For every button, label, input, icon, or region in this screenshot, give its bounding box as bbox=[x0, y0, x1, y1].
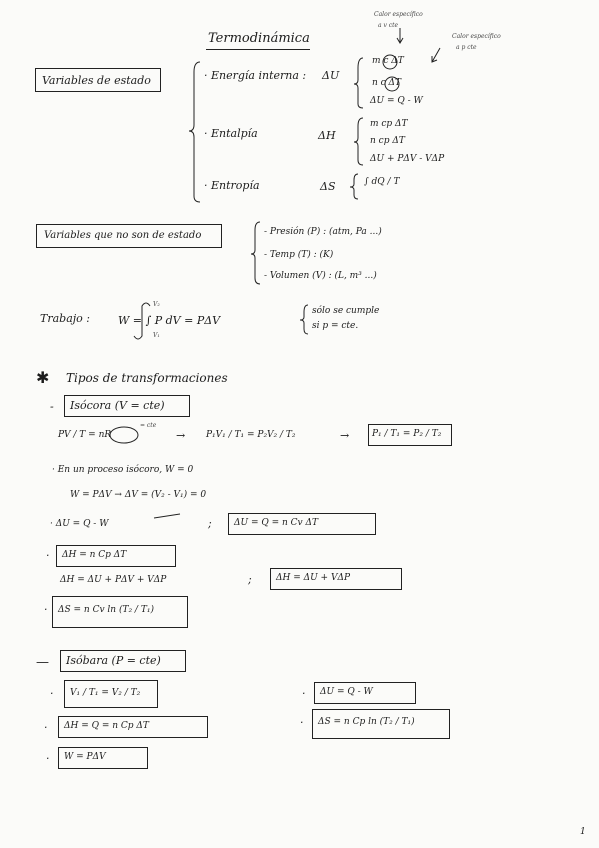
state-item-label: · Energía interna : bbox=[204, 69, 307, 82]
corner-note2-line1: Calor específico bbox=[452, 33, 501, 40]
state-item-symbol: ΔH bbox=[318, 129, 336, 142]
state-item-line: m cp ΔT bbox=[370, 119, 408, 129]
isochoric-work-line: W = PΔV → ΔV = (V₂ - V₁) = 0 bbox=[70, 490, 207, 500]
asterisk-icon: ✱ bbox=[36, 368, 50, 387]
arrow-icon: → bbox=[340, 429, 350, 442]
non-state-item: - Volumen (V) : (L, m³ ...) bbox=[264, 271, 377, 281]
work-upper-limit: V₂ bbox=[153, 301, 160, 308]
isochoric-eq1: P₁V₁ / T₁ = P₂V₂ / T₂ bbox=[206, 430, 296, 440]
non-state-item: - Temp (T) : (K) bbox=[264, 250, 334, 260]
isochoric-du-boxed: ΔU = Q = n Cv ΔT bbox=[234, 518, 318, 528]
brace-enthalpy bbox=[354, 118, 363, 165]
brace-non-state bbox=[251, 222, 260, 284]
dot-bullet: · bbox=[302, 687, 306, 700]
state-item-line: ∫ dQ / T bbox=[364, 177, 400, 187]
non-state-item: - Presión (P) : (atm, Pa ...) bbox=[264, 227, 382, 237]
dot-bullet: · bbox=[46, 752, 50, 765]
corner-note2-line2: a p cte bbox=[456, 44, 477, 51]
circle-c2 bbox=[385, 77, 399, 91]
dot-bullet: · bbox=[44, 721, 48, 734]
isochoric-result: P₁ / T₁ = P₂ / T₂ bbox=[372, 429, 442, 439]
work-condition: si p = cte. bbox=[312, 321, 359, 331]
arrow-icon: → bbox=[176, 429, 186, 442]
isochoric-dh-boxed2: ΔH = ΔU + VΔP bbox=[276, 573, 351, 583]
isobaric-eq5: W = PΔV bbox=[64, 752, 106, 762]
gas-law: PV / T = nR bbox=[58, 430, 112, 440]
dot-bullet: · bbox=[50, 687, 54, 700]
corner-note-line1: Calor específico bbox=[374, 11, 423, 18]
isochoric-title: Isócora (V = cte) bbox=[70, 399, 165, 412]
work-lower-limit: V₁ bbox=[153, 332, 160, 339]
state-item-label: · Entalpía bbox=[204, 127, 258, 140]
dash-bullet: - bbox=[50, 400, 54, 413]
non-state-heading: Variables que no son de estado bbox=[44, 230, 202, 241]
page-number: 1 bbox=[580, 827, 586, 837]
state-item-line: m c ΔT bbox=[372, 56, 404, 66]
state-item-symbol: ΔS bbox=[320, 180, 336, 193]
brace-entropy bbox=[350, 174, 358, 199]
page-title: Termodinámica bbox=[208, 31, 310, 46]
isobaric-eq4: ΔS = n Cp ln (T₂ / T₁) bbox=[318, 717, 415, 727]
state-item-line: n c ΔT bbox=[372, 78, 402, 88]
arrow-corner2 bbox=[432, 48, 440, 62]
work-formula: W = ∫ P dV = PΔV bbox=[118, 314, 221, 327]
circle-c bbox=[383, 55, 397, 69]
dash-bullet: — bbox=[36, 655, 49, 670]
transformations-heading: Tipos de transformaciones bbox=[66, 371, 228, 385]
gas-law-cte: = cte bbox=[140, 422, 157, 429]
strike-w bbox=[154, 514, 180, 518]
dot-bullet: · bbox=[46, 549, 50, 562]
state-item-label: · Entropía bbox=[204, 179, 260, 192]
brace-energy bbox=[354, 58, 363, 108]
isobaric-eq3: ΔH = Q = n Cp ΔT bbox=[64, 721, 149, 731]
isochoric-ds-boxed: ΔS = n Cv ln (T₂ / T₁) bbox=[58, 605, 154, 615]
semicolon: ; bbox=[248, 573, 252, 586]
brace-state-vars bbox=[189, 62, 200, 202]
integral-work bbox=[134, 303, 150, 339]
isobaric-eq2: ΔU = Q - W bbox=[320, 687, 373, 697]
isochoric-dh-line: ΔH = ΔU + PΔV + VΔP bbox=[60, 575, 167, 585]
state-vars-heading: Variables de estado bbox=[42, 74, 151, 87]
work-condition: sólo se cumple bbox=[312, 306, 380, 316]
circle-nR bbox=[110, 427, 138, 443]
arrow-corner bbox=[397, 28, 403, 43]
isochoric-note: · En un proceso isócoro, W = 0 bbox=[52, 465, 194, 475]
state-item-line: ΔU + PΔV - VΔP bbox=[370, 154, 445, 164]
dot-bullet: · bbox=[300, 716, 304, 729]
state-item-line: n cp ΔT bbox=[370, 136, 405, 146]
isochoric-du: · ΔU = Q - W bbox=[50, 519, 109, 529]
state-item-line: ΔU = Q - W bbox=[370, 96, 423, 106]
isobaric-title: Isóbara (P = cte) bbox=[66, 654, 161, 667]
corner-note-line2: a v cte bbox=[378, 22, 399, 29]
isochoric-dh-boxed: ΔH = n Cp ΔT bbox=[62, 550, 127, 560]
state-item-symbol: ΔU bbox=[322, 69, 340, 82]
dot-bullet: · bbox=[44, 603, 48, 616]
brace-work bbox=[300, 305, 308, 334]
semicolon: ; bbox=[208, 517, 212, 530]
isobaric-eq1: V₁ / T₁ = V₂ / T₂ bbox=[70, 688, 141, 698]
work-label: Trabajo : bbox=[40, 312, 90, 325]
